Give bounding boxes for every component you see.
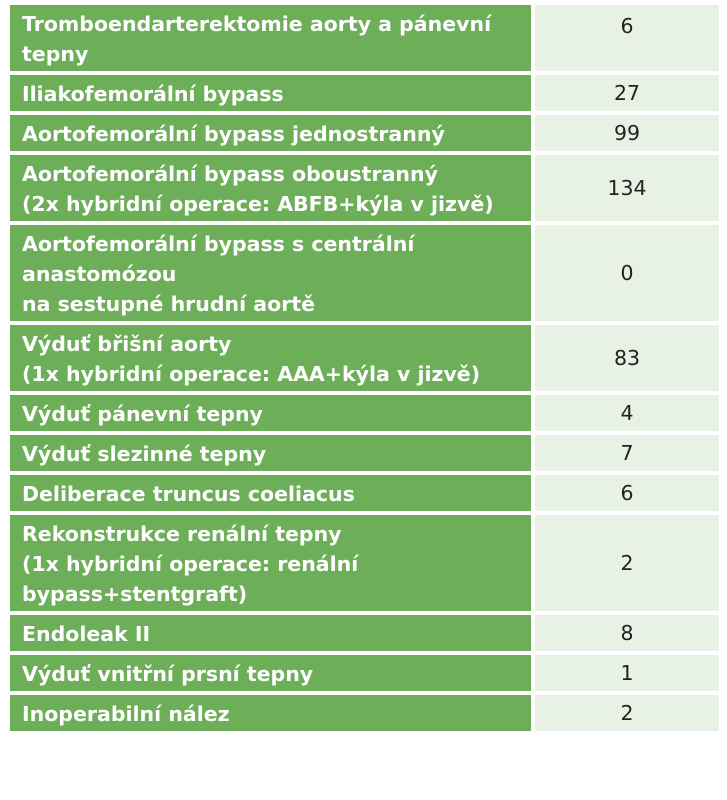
procedure-count-cell: 99 [535,115,719,151]
procedure-name-cell [10,225,535,321]
procedure-name-line: (2x hybridní operace: ABFB+kýla v jizvě) [22,192,494,216]
table-row [10,5,719,71]
procedure-name-line: Aortofemorální bypass s centrální [22,232,415,256]
procedure-name-line: Deliberace truncus coeliacus [22,482,355,506]
table-row [10,115,719,151]
table-row [10,225,719,321]
table-row [10,395,719,431]
procedure-count-cell: 4 [535,395,719,431]
table-row [10,475,719,511]
table-row [10,325,719,391]
procedure-name-cell [10,695,535,731]
table-row [10,695,719,731]
procedure-name-line: Výduť břišní aorty [22,332,232,356]
procedure-name-line: tepny [22,42,89,66]
procedure-name-cell [10,475,535,511]
procedure-name-line: (1x hybridní operace: renální [22,552,359,576]
procedure-name-cell [10,655,535,691]
procedure-count-cell: 134 [535,155,719,221]
procedure-name-cell [10,75,535,111]
procedure-name-line: Iliakofemorální bypass [22,82,284,106]
procedure-name-line: Aortofemorální bypass oboustranný [22,162,438,186]
procedure-count-cell: 6 [535,475,719,511]
table-row [10,655,719,691]
procedure-count-cell: 1 [535,655,719,691]
procedure-name-line: (1x hybridní operace: AAA+kýla v jizvě) [22,362,481,386]
procedure-name-line: na sestupné hrudní aortě [22,292,316,316]
procedures-table [10,1,719,735]
procedure-count-cell: 0 [535,225,719,321]
procedure-name-line: Tromboendarterektomie aorty a pánevní [22,12,492,36]
procedure-name-line: anastomózou [22,262,177,286]
table-row [10,75,719,111]
procedure-count-cell: 6 [535,5,719,71]
procedure-name-line: Výduť slezinné tepny [22,442,267,466]
procedure-name-cell [10,515,535,611]
table-row [10,515,719,611]
procedure-name-cell [10,5,535,71]
procedure-name-line: bypass+stentgraft) [22,582,248,606]
procedure-name-cell [10,155,535,221]
procedure-name-line: Endoleak II [22,622,151,646]
procedure-count-cell: 8 [535,615,719,651]
table-row [10,435,719,471]
procedure-count-cell: 83 [535,325,719,391]
procedure-count-cell: 2 [535,515,719,611]
table-row [10,615,719,651]
procedure-count-cell: 7 [535,435,719,471]
procedure-count-cell: 2 [535,695,719,731]
procedure-count-cell: 27 [535,75,719,111]
procedure-name-cell [10,115,535,151]
procedures-table-container [10,5,719,735]
procedure-name-cell [10,615,535,651]
procedure-name-line: Inoperabilní nález [22,702,230,726]
procedure-name-line: Výduť vnitřní prsní tepny [22,662,314,686]
procedure-name-cell [10,395,535,431]
procedure-name-line: Výduť pánevní tepny [22,402,263,426]
procedures-table-body [10,5,719,731]
procedure-name-cell [10,325,535,391]
table-row [10,155,719,221]
procedure-name-cell [10,435,535,471]
procedure-name-line: Rekonstrukce renální tepny [22,522,342,546]
procedure-name-line: Aortofemorální bypass jednostranný [22,122,445,146]
